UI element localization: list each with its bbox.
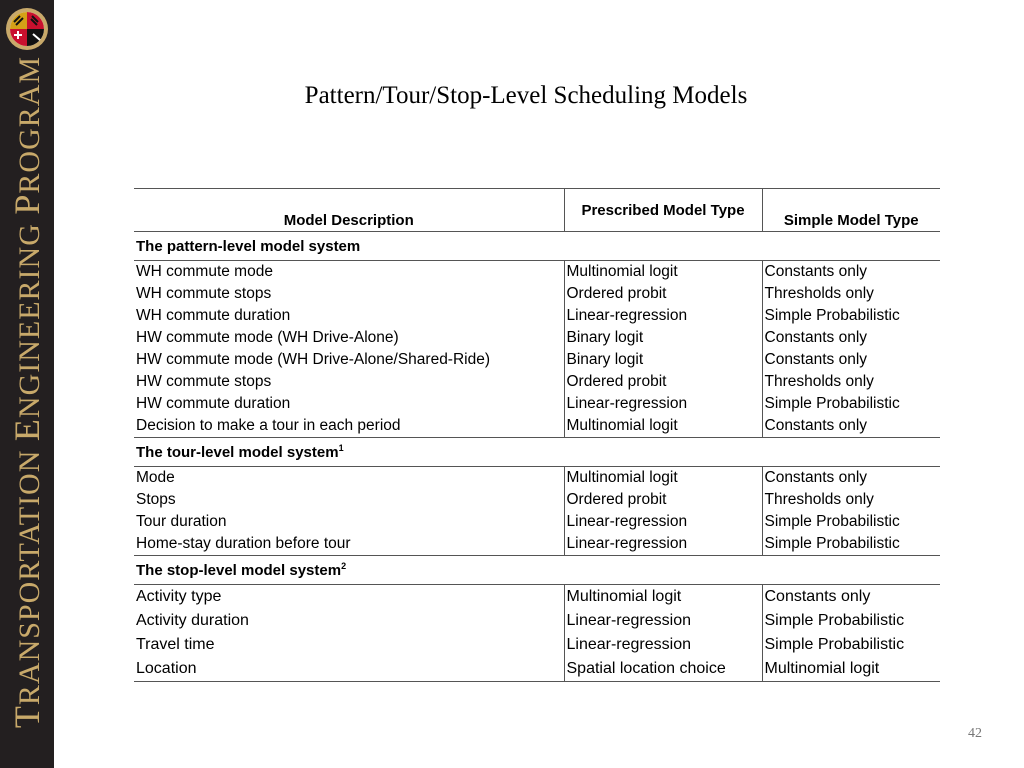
cell-prescribed-model-type: Ordered probit — [564, 371, 762, 393]
cell-prescribed-model-type: Ordered probit — [564, 489, 762, 511]
table-body — [134, 232, 940, 682]
cell-model-description: Travel time — [134, 633, 564, 657]
table-row — [134, 261, 940, 284]
cell-prescribed-model-type: Linear-regression — [564, 305, 762, 327]
table-row — [134, 533, 940, 556]
cell-model-description: Decision to make a tour in each period — [134, 415, 564, 438]
section-title-text: The pattern-level model system — [136, 237, 361, 255]
cell-model-description: Tour duration — [134, 511, 564, 533]
cell-prescribed-model-type: Multinomial logit — [564, 261, 762, 284]
cell-simple-model-type: Thresholds only — [764, 285, 874, 302]
cell-prescribed-model-type: Binary logit — [564, 349, 762, 371]
table-row — [134, 415, 940, 438]
table-header-row — [134, 189, 940, 232]
section-title — [134, 232, 940, 261]
cell-model-description: HW commute mode (WH Drive-Alone/Shared-Ride) — [134, 349, 564, 371]
cell-simple-model-type: Thresholds only — [764, 373, 874, 390]
cell-simple-model-type: Constants only — [764, 329, 868, 346]
table-row — [134, 349, 940, 371]
cell-model-description: WH commute stops — [134, 283, 564, 305]
program-name-vertical: TRANSPORTATION ENGINEERING PROGRAM — [7, 55, 47, 729]
section-row — [134, 556, 940, 585]
cell-prescribed-model-type: Spatial location choice — [564, 657, 762, 682]
section-footnote-marker: 1 — [338, 443, 344, 453]
cell-prescribed-model-type: Linear-regression — [564, 393, 762, 415]
table-row — [134, 609, 940, 633]
cell-model-description: HW commute mode (WH Drive-Alone) — [134, 327, 564, 349]
cell-simple-model-type: Constants only — [764, 588, 871, 605]
table-row — [134, 371, 940, 393]
cell-prescribed-model-type: Binary logit — [564, 327, 762, 349]
table-row — [134, 585, 940, 610]
cell-simple-model-type: Simple Probabilistic — [764, 395, 900, 412]
cell-simple-model-type: Constants only — [764, 351, 868, 368]
slide-title — [0, 82, 1024, 110]
cell-prescribed-model-type: Linear-regression — [564, 511, 762, 533]
sidebar-band — [0, 0, 54, 768]
table-row — [134, 511, 940, 533]
cell-model-description: Home-stay duration before tour — [134, 533, 564, 556]
table-row — [134, 489, 940, 511]
cell-model-description: WH commute mode — [134, 261, 564, 284]
cell-simple-model-type: Simple Probabilistic — [764, 513, 900, 530]
cell-prescribed-model-type: Multinomial logit — [564, 467, 762, 490]
cell-simple-model-type: Constants only — [764, 263, 868, 280]
cell-model-description: Location — [134, 657, 564, 682]
cell-model-description: HW commute stops — [134, 371, 564, 393]
cell-simple-model-type: Constants only — [762, 415, 940, 438]
table-row — [134, 283, 940, 305]
table-row — [134, 305, 940, 327]
cell-simple-model-type: Thresholds only — [764, 491, 874, 508]
slide-title-text: Pattern/Tour/Stop-Level Scheduling Models — [304, 82, 748, 109]
section-row — [134, 438, 940, 467]
section-title-text: The tour-level model system — [136, 444, 339, 461]
table-row — [134, 633, 940, 657]
cell-simple-model-type: Simple Probabilistic — [764, 636, 905, 653]
cell-simple-model-type: Constants only — [764, 469, 868, 486]
cell-model-description: Activity type — [134, 585, 564, 610]
header-model-description: Model Description — [134, 189, 564, 232]
models-table-container — [134, 188, 940, 682]
section-row — [134, 232, 940, 261]
cell-model-description: Mode — [134, 467, 564, 490]
cell-prescribed-model-type: Linear-regression — [564, 609, 762, 633]
cell-model-description: Activity duration — [134, 609, 564, 633]
maryland-shield-logo-icon — [4, 4, 50, 54]
table-row — [134, 657, 940, 682]
section-title — [134, 438, 940, 467]
cell-simple-model-type: Multinomial logit — [762, 657, 940, 682]
section-footnote-marker: 2 — [341, 561, 347, 571]
table-row — [134, 467, 940, 490]
cell-model-description: WH commute duration — [134, 305, 564, 327]
page-number: 42 — [968, 726, 982, 741]
cell-prescribed-model-type: Linear-regression — [564, 633, 762, 657]
cell-simple-model-type: Simple Probabilistic — [762, 533, 940, 556]
cell-simple-model-type: Simple Probabilistic — [764, 612, 905, 629]
section-title-text: The stop-level model system — [136, 562, 342, 579]
table-row — [134, 393, 940, 415]
header-prescribed-model-type: Prescribed Model Type — [564, 189, 762, 232]
models-table — [134, 188, 940, 682]
section-title — [134, 556, 940, 585]
cell-model-description: HW commute duration — [134, 393, 564, 415]
cell-prescribed-model-type: Multinomial logit — [564, 585, 762, 610]
cell-prescribed-model-type: Ordered probit — [564, 283, 762, 305]
cell-simple-model-type: Simple Probabilistic — [764, 307, 900, 324]
cell-prescribed-model-type: Multinomial logit — [564, 415, 762, 438]
cell-prescribed-model-type: Linear-regression — [564, 533, 762, 556]
table-row — [134, 327, 940, 349]
header-simple-model-type: Simple Model Type — [783, 212, 919, 229]
cell-model-description: Stops — [134, 489, 564, 511]
